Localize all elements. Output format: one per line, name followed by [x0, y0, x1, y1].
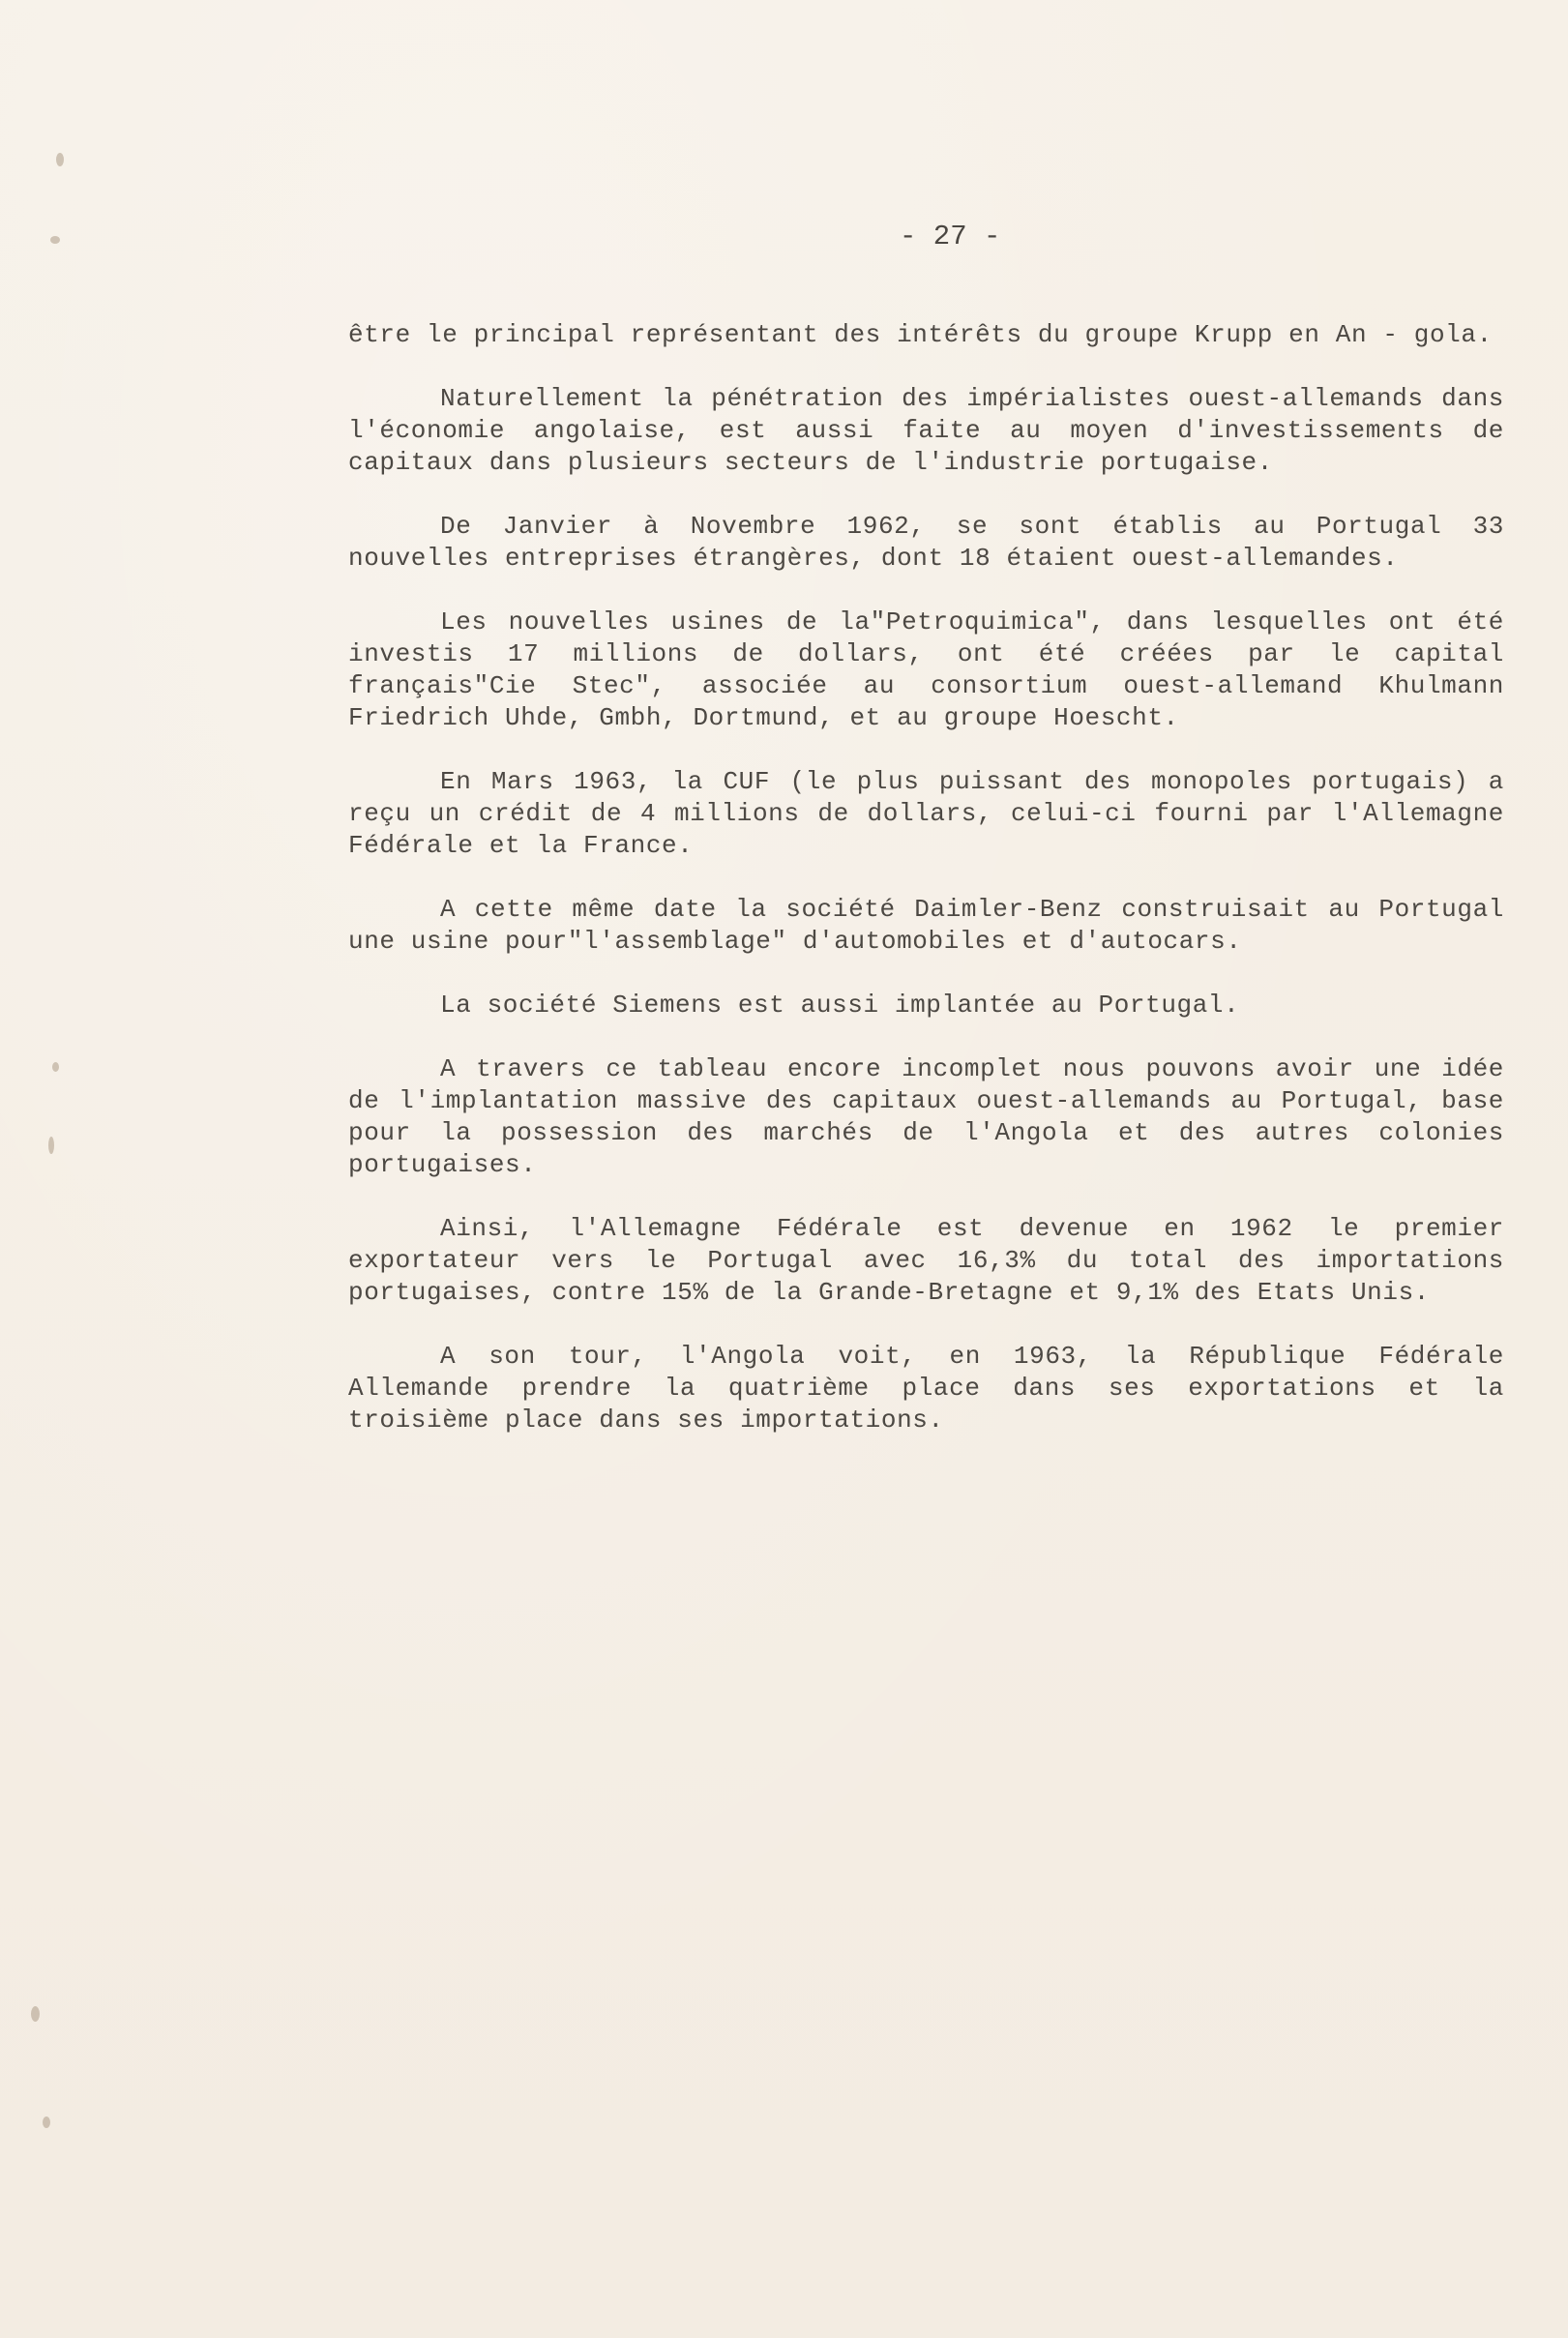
paper-speck: [50, 236, 60, 244]
paragraph: A cette même date la société Daimler-Benz construisait au Portugal une usine pour"l'assemblage" d'automobiles et d'autocars.: [348, 895, 1504, 956]
paragraph: En Mars 1963, la CUF (le plus puissant des monopoles portugais) a reçu un crédit de 4 millions de dollars, celui-ci fourni par l'Allemagne Fédérale et la France.: [348, 767, 1504, 860]
paper-speck: [52, 1062, 59, 1072]
paragraph: être le principal représentant des intérêts du groupe Krupp en An - gola.: [348, 320, 1493, 349]
body-text: [348, 319, 1504, 1468]
paragraph: La société Siemens est aussi implantée au Portugal.: [440, 991, 1240, 1020]
paragraph: A travers ce tableau encore incomplet nous pouvons avoir une idée de l'implantation massive des capitaux ouest-allemands au Portugal, base pour la possession des marchés de l'Angola et des autres colonies portugaises.: [348, 1054, 1504, 1179]
paper-speck: [43, 2116, 50, 2128]
paragraph: A son tour, l'Angola voit, en 1963, la République Fédérale Allemande prendre la quatrième place dans ses exportations et la troisième place dans ses importations.: [348, 1342, 1504, 1435]
paper-speck: [56, 153, 64, 166]
paragraph: Les nouvelles usines de la"Petroquimica", dans lesquelles ont été investis 17 millions de dollars, ont été créées par le capital français"Cie Stec", associée au consortium ouest-allemand Khulmann Friedrich Uhde, Gmbh, Dortmund, et au groupe Hoescht.: [348, 607, 1504, 732]
paragraph: Naturellement la pénétration des impérialistes ouest-allemands dans l'économie angolaise, est aussi faite au moyen d'investissements de capitaux dans plusieurs secteurs de l'industrie portugaise.: [348, 384, 1504, 477]
page-number: - 27 -: [900, 221, 1001, 252]
paragraph: De Janvier à Novembre 1962, se sont établis au Portugal 33 nouvelles entreprises étrangères, dont 18 étaient ouest-allemandes.: [348, 512, 1504, 573]
paper-speck: [48, 1137, 54, 1154]
paragraph: Ainsi, l'Allemagne Fédérale est devenue en 1962 le premier exportateur vers le Portugal avec 16,3% du total des importations portugaises, contre 15% de la Grande-Bretagne et 9,1% des Etats Unis.: [348, 1214, 1504, 1307]
paper-speck: [31, 2006, 40, 2022]
